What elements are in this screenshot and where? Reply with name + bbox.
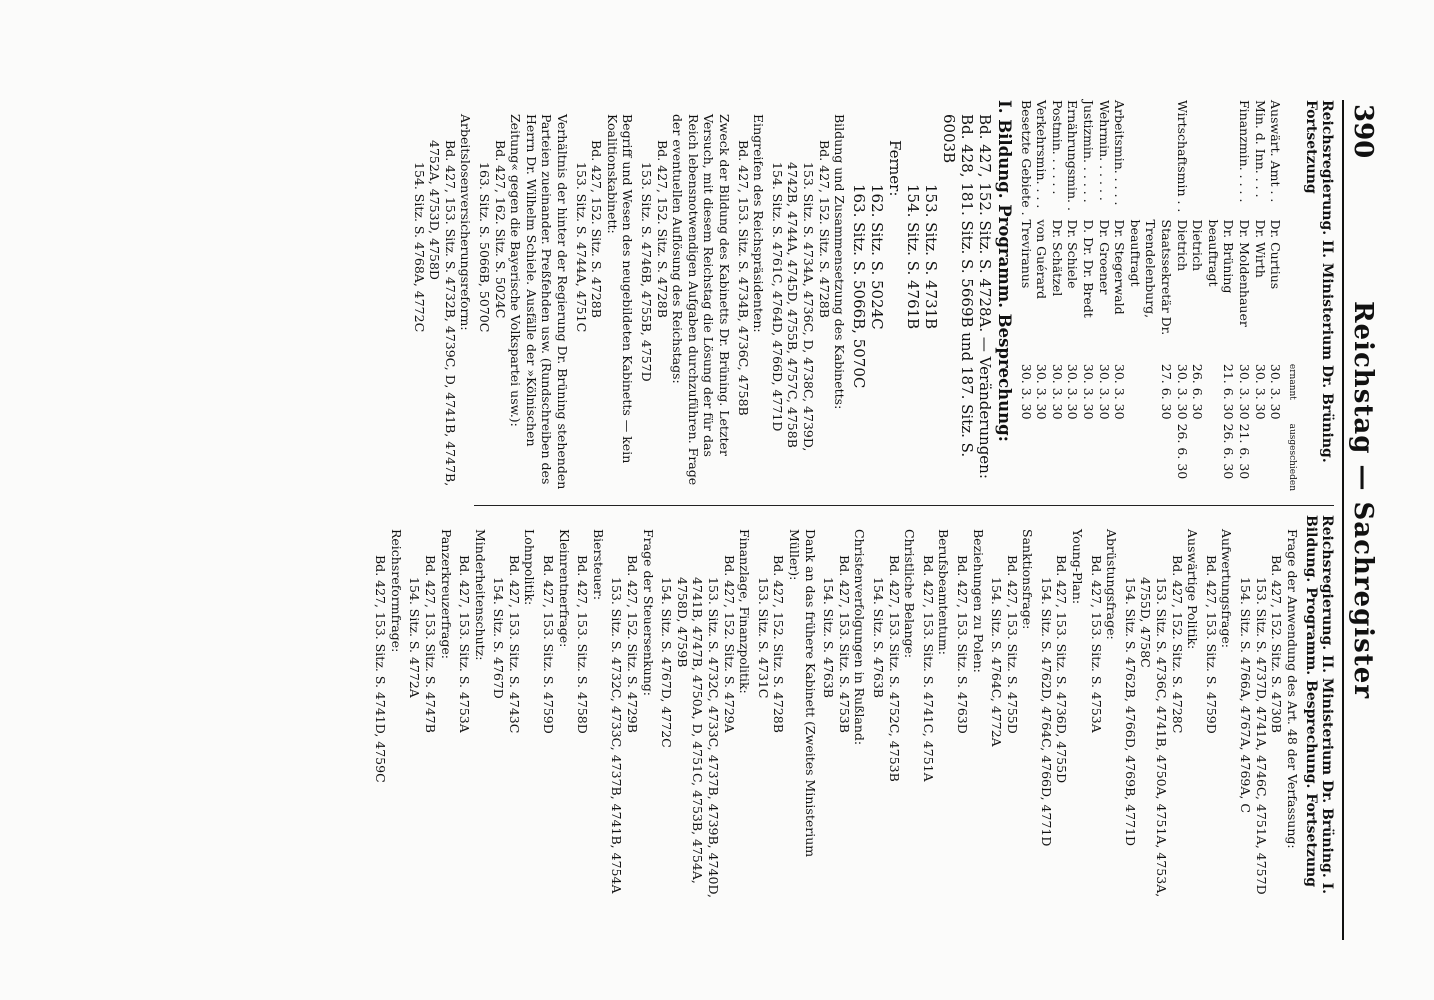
minister-office: [1190, 100, 1206, 220]
date-left: [1065, 424, 1081, 495]
right-column: [373, 515, 1334, 910]
entry-reference: 153. Sitz. S. 4732C, 4733C, 4737B, 4741B, 4754A: [609, 577, 625, 894]
entry-reference: Bd. 427, 162. Sitz. S. 5024C: [492, 140, 508, 319]
date-appointed: 30. 3. 30: [1065, 363, 1081, 420]
entry-reference: Bd. 427, 152. Sitz. S. 4728B: [589, 140, 605, 318]
right-entries: [373, 515, 1300, 910]
minister-name: Dietrich: [1174, 219, 1190, 272]
table-row: [1034, 100, 1050, 495]
date-left: [1268, 424, 1284, 495]
entry-topic: Berufsbeamtentum:: [936, 529, 952, 655]
minister-office: [1205, 100, 1236, 220]
entry-reference: Bd. 427, 153. Sitz. S. 4758D: [575, 555, 591, 734]
cabinet-rows: [1018, 100, 1283, 495]
list-item: [1203, 515, 1234, 910]
date-left: [1252, 424, 1268, 495]
date-left: [1081, 424, 1097, 495]
entry-reference: 154. Sitz. S. 4766A, 4767A, 4769A, C: [1238, 577, 1254, 813]
minister-office: Verkehrsmin. . . .: [1034, 100, 1050, 209]
list-item: [638, 100, 732, 495]
table-row: [1252, 100, 1268, 495]
entry-topic: Young-Plan:: [1070, 529, 1086, 605]
date-appointed: 30. 3. 30: [1252, 363, 1268, 420]
entry-reference: 153. Sitz. S. 4744A, 4751C: [573, 162, 589, 333]
table-row: [1081, 100, 1097, 495]
entry-topic: Verhältnis der hinter der Regierung Dr. Brüning stehenden Parteien zueinander. Preßfehden usw. (Rundschreiben des Herrn Dr. Wilhelm Schiele. Ausfälle der »Kölnischen Zeitung« gegen die Bayerische Volkspartei usw.):: [508, 114, 571, 490]
list-item: [870, 515, 917, 910]
entry-reference: 154. Sitz. S. 4761C, 4764D, 4766D, 4771D: [769, 162, 785, 432]
running-header: [1338, 100, 1378, 900]
list-item: [541, 515, 572, 910]
entry-reference: Bd. 427, 152. Sitz. S. 4728B: [654, 140, 670, 318]
entry-reference: 154. Sitz. S. 4762D, 4764C, 4766D, 4771D: [1038, 577, 1054, 847]
reference-line: 154. Sitz. S. 4761B: [904, 184, 923, 330]
entry-reference: 163. Sitz. S. 5066B, 5070C: [477, 162, 493, 333]
list-item: [1088, 515, 1119, 910]
minister-name: Dr. Schätzel: [1049, 219, 1065, 297]
entry-reference: Bd. 427, 152. Sitz. S. 4728C: [1169, 555, 1185, 734]
list-item: [920, 515, 951, 910]
date-appointed: 27. 6. 30: [1159, 363, 1175, 420]
list-item: [457, 515, 488, 910]
date-left: [1049, 424, 1065, 495]
header-rule: [1342, 100, 1344, 940]
entry-topic: Bildung und Zusammensetzung des Kabinetts:: [832, 114, 848, 410]
list-item: [755, 515, 817, 910]
date-appointed: 30. 3. 30: [1049, 363, 1065, 420]
entry-topic: Beziehungen zu Polen:: [970, 529, 986, 673]
entry-reference: Bd. 427, 153. Sitz. S. 4753B: [836, 555, 852, 733]
entry-topic: Arbeitslosenversicherungsreform:: [458, 114, 474, 331]
minister-office: [1127, 100, 1174, 220]
minister-office: Finanzmin. . . . .: [1237, 100, 1253, 203]
list-item: [954, 515, 985, 910]
date-left: [1190, 424, 1206, 495]
table-row: [1018, 100, 1034, 495]
minister-office: Wehrmin. . . . . .: [1096, 100, 1112, 201]
table-row: [1112, 100, 1128, 495]
minister-office: Auswärt. Amt . .: [1268, 100, 1284, 203]
date-left: [1112, 424, 1128, 495]
date-left: [1034, 424, 1050, 495]
col-ausgeschieden: ausgeschieden: [1286, 423, 1297, 491]
entry-reference: Bd. 427, 153. Sitz. S. 4732B, 4739C, D, 4741B, 4747B, 4752A, 4753D, 4758D: [427, 140, 458, 487]
date-left: 26. 6. 30: [1221, 423, 1237, 480]
entry-reference: Bd. 427, 153. Sitz. S. 4753A: [457, 555, 473, 733]
entry-reference: Bd. 427, 153. Sitz. S. 4741C, 4751A: [920, 555, 936, 782]
section-title: I. Bildung. Programm. Besprechung:: [995, 100, 1015, 442]
list-item: [1237, 515, 1299, 910]
minister-office: Min. d. Inn. . . .: [1252, 100, 1268, 198]
table-row: [1174, 100, 1190, 495]
reference-line: Bd. 427, 152. Sitz. S. 4728A. — Veränderungen: Bd. 428, 181. Sitz. S. 5669B und 187. Sitz. S. 6003B: [940, 114, 995, 479]
list-item: [573, 100, 635, 495]
col-ernannt: ernannt: [1286, 363, 1297, 400]
entry-reference: 154. Sitz. S. 4763B: [821, 577, 837, 698]
table-row: [1127, 100, 1174, 495]
entry-reference: Bd. 427, 153. Sitz. S. 4755D: [1004, 555, 1020, 734]
entry-topic: Frage der Anwendung des Art. 48 der Verfassung:: [1284, 529, 1300, 849]
date-appointed: 26. 6. 30: [1190, 363, 1206, 420]
list-item: [659, 515, 753, 910]
entry-topic: Begriff und Wesen des neugebildeten Kabinetts — kein Koalitionskabinett:: [604, 114, 636, 464]
entry-reference: Bd. 427, 153. Sitz. S. 4759D: [541, 555, 557, 734]
entry-topic: Finanzlage, Finanzpolitik:: [737, 529, 753, 694]
entry-reference: Bd. 427, 153. Sitz. S. 4763D: [954, 555, 970, 734]
entry-topic: Zweck der Bildung des Kabinetts Dr. Brüning. Letzter Versuch, mit diesem Reichstag die Lösung der für das Reich lebensnotwendigen Aufgaben durchzuführen. Frage der eventuellen Auflösung des Reichstags:: [670, 114, 732, 486]
reference-line: 163. Sitz. S. 5066B, 5070C: [850, 184, 869, 389]
entry-reference: 153. Sitz. S. 4731C: [755, 577, 771, 699]
table-header-row: [1283, 100, 1299, 495]
entry-reference: Bd. 427, 153. Sitz. S. 4743C: [506, 555, 522, 734]
entry-topic: Abrüstungsfrage:: [1104, 529, 1120, 640]
running-title: Reichstag — Sachregister: [1348, 300, 1378, 700]
minister-name: Dr. Brüning beauftragt: [1205, 219, 1237, 294]
column-divider: [474, 505, 1334, 506]
list-item: [1122, 515, 1200, 910]
minister-office: Ernährungsmin. .: [1065, 100, 1081, 211]
table-row: [1190, 100, 1206, 495]
date-appointed: 30. 3. 30: [1112, 363, 1128, 420]
entry-reference: Bd. 427, 152. Sitz. S. 4729B: [625, 555, 641, 733]
date-left: 21. 6. 30: [1237, 423, 1253, 480]
minister-name: Dr. Groener: [1096, 219, 1112, 295]
table-row: [1205, 100, 1236, 495]
minister-name: Dr. Curtius: [1268, 219, 1284, 290]
entry-topic: Auswärtige Politik:: [1185, 529, 1201, 650]
date-appointed: 30. 3. 30: [1081, 363, 1097, 420]
entry-reference: Bd. 427, 152. Sitz. S. 4728B: [816, 140, 832, 318]
entry-topic: Christenverfolgungen in Rußland:: [852, 529, 868, 746]
entry-reference: Bd. 427, 153. Sitz. S. 4752C, 4753B: [886, 555, 902, 782]
entry-reference: Bd. 427, 152. Sitz. S. 4728B: [771, 555, 787, 733]
entry-topic: Panzerkreuzerfrage:: [438, 529, 454, 659]
left-heading: Reichsregierung. II. Ministerium Dr. Brüning. Fortsetzung: [1303, 100, 1335, 463]
table-row: [1049, 100, 1065, 495]
entry-topic: Biersteuer:: [590, 529, 606, 601]
section-references: [850, 100, 994, 495]
date-appointed: 30. 3. 30: [1268, 363, 1284, 420]
left-column: [411, 100, 1334, 495]
minister-name: Treviranus: [1018, 219, 1034, 289]
date-left: 26. 6. 30: [1174, 423, 1190, 480]
list-item: [373, 515, 404, 910]
list-item: [407, 515, 454, 910]
minister-name: Dr. Schiele: [1065, 219, 1081, 289]
minister-office: Arbeitsmin. . . . .: [1112, 100, 1128, 206]
list-item: [491, 515, 538, 910]
entry-topic: Kleinrentnerfrage:: [556, 529, 572, 648]
list-item: [735, 100, 766, 495]
entry-topic: Dank an das frühere Kabinett (Zweites Ministerium Müller):: [787, 529, 818, 858]
minister-name: Dr. Wirth: [1252, 219, 1268, 278]
entry-reference: 154. Sitz. S. 4767D, 4772C: [659, 577, 675, 748]
entry-reference: 154. Sitz. S. 4768A, 4772C: [411, 162, 427, 333]
minister-office: Postmin. . . . . .: [1049, 100, 1065, 195]
right-heading: Reichsregierung. II. Ministerium Dr. Brüning. I. Bildung. Programm. Besprechung. Fortsetzung: [1303, 515, 1335, 894]
left-entries: [411, 100, 847, 495]
entry-reference: 154. Sitz. S. 4772A: [407, 577, 423, 698]
minister-office: Wirtschaftsmin . .: [1174, 100, 1190, 213]
entry-topic: Sanktionsfrage:: [1020, 529, 1036, 630]
minister-office: Besetzte Gebiete .: [1018, 100, 1034, 216]
entry-reference: Bd. 427, 153. Sitz. S. 4736D, 4755D: [1054, 555, 1070, 784]
entry-topic: Frage der Steuersenkung:: [640, 529, 656, 696]
list-item: [411, 100, 473, 495]
cabinet-table: [1018, 100, 1299, 495]
date-left: [1018, 424, 1034, 495]
entry-reference: 154. Sitz. S. 4764C, 4772A: [989, 577, 1005, 747]
date-appointed: 30. 3. 30: [1096, 363, 1112, 420]
entry-reference: Bd. 427, 153. Sitz. S. 4741D, 4759C: [373, 555, 389, 783]
minister-name: von Guérard: [1034, 219, 1050, 299]
date-appointed: 30. 3. 30: [1174, 363, 1190, 420]
entry-reference: Bd. 427, 152. Sitz. S. 4729A: [721, 555, 737, 733]
list-item: [609, 515, 656, 910]
page-number: 390: [1348, 104, 1378, 159]
list-item: [989, 515, 1036, 910]
entry-topic: Christliche Belange:: [902, 529, 918, 659]
entry-reference: 154. Sitz. S. 4767D: [491, 577, 507, 699]
entry-reference: Bd. 427, 153. Sitz. S. 4759D: [1203, 555, 1219, 734]
entry-reference: 153. Sitz. S. 4737D, 4741A, 4746C, 4751A, 4757D: [1253, 577, 1269, 895]
entry-reference: Bd. 427, 153. Sitz. S. 4734B, 4736C, 4758B: [735, 140, 751, 416]
entry-reference: 154. Sitz. S. 4762B, 4766D, 4769B, 4771D: [1122, 577, 1138, 847]
list-item: [821, 515, 868, 910]
date-appointed: 30. 3. 30: [1018, 363, 1034, 420]
entry-reference: Bd. 427, 153. Sitz. S. 4753A: [1088, 555, 1104, 733]
list-item: [575, 515, 606, 910]
entry-topic: Eingreifen des Reichspräsidenten:: [751, 114, 767, 333]
table-row: [1236, 100, 1252, 495]
minister-name: D. Dr. Dr. Bredt: [1081, 219, 1097, 318]
date-left: [1096, 424, 1112, 495]
minister-name: Dr. Stegerwald: [1112, 219, 1128, 315]
date-appointed: 30. 3. 30: [1034, 363, 1050, 420]
entry-reference: 153. Sitz. S. 4746B, 4755B, 4757D: [639, 162, 654, 382]
entry-topic: Reichsreformfrage:: [388, 529, 404, 653]
date-left: [1127, 424, 1174, 495]
entry-reference: Bd. 427, 152. Sitz. S. 4730B: [1269, 555, 1285, 733]
date-appointed: 30. 3. 30: [1237, 363, 1253, 420]
minister-office: Justizmin. . . . . .: [1081, 100, 1097, 203]
entry-reference: Bd. 427, 153. Sitz. S. 4747B: [422, 555, 438, 733]
table-row: [1065, 100, 1081, 495]
list-item: [476, 100, 570, 495]
table-row: [1096, 100, 1112, 495]
entry-topic: Minderheitenschutz:: [472, 529, 488, 661]
reference-line: 153. Sitz. S. 4731B: [922, 184, 941, 330]
entry-topic: Aufwertungsfrage:: [1219, 529, 1235, 648]
list-item: [1038, 515, 1085, 910]
reference-line: 162. Sitz. S. 5024C: [868, 184, 887, 330]
entry-reference: 154. Sitz. S. 4763B: [870, 577, 886, 698]
entry-reference: 153. Sitz. S. 4734A, 4736C, D, 4738C, 4739D, 4742B, 4744A, 4745D, 4755B, 4757C, 4758B: [785, 162, 816, 452]
entry-reference: 153. Sitz. S. 4732C, 4733C, 4737B, 4739B, 4740D, 4741B, 4747B, 4750A, D, 4751C, 4753B, 4754A, 4758D, 4759B: [674, 577, 722, 898]
date-appointed: 21. 6. 30: [1221, 363, 1237, 420]
reference-line: Ferner:: [886, 140, 905, 197]
minister-name: Dr. Moldenhauer: [1237, 219, 1253, 327]
table-row: [1268, 100, 1284, 495]
minister-name: Dietrich: [1190, 219, 1206, 272]
entry-reference: 153. Sitz. S. 4736C, 4741B, 4750A, 4751A, 4753A, 4755D, 4758C: [1138, 577, 1170, 898]
minister-name: Staatssekretär Dr. Trendelenburg, beauftragt: [1127, 219, 1175, 336]
list-item: [769, 100, 847, 495]
entry-topic: Lohnpolitik:: [522, 529, 538, 606]
